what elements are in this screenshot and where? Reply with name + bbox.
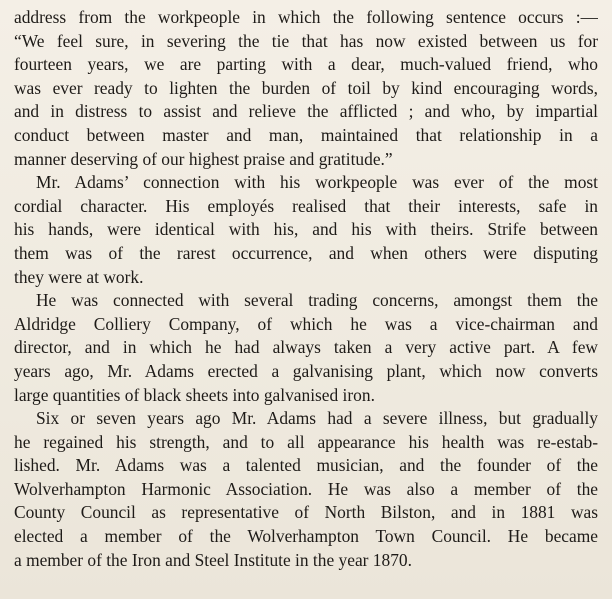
text-line: Wolverhampton Harmonic Association. He was also a member of the: [14, 478, 598, 499]
text-line: his hands, were identical with his, and his with theirs. Strife between: [14, 219, 598, 240]
text-line: director, and in which he had always taken a very active part. A few: [14, 337, 598, 358]
text-line: fourteen years, we are parting with a dear, much-valued friend, who: [14, 54, 598, 75]
paragraph: [14, 171, 598, 289]
paragraph: [14, 6, 598, 171]
text-line: a member of the Iron and Steel Institute in the year 1870.: [14, 549, 412, 570]
text-line: He was connected with several trading concerns, amongst them the: [36, 290, 598, 311]
text-line: manner deserving of our highest praise and gratitude.”: [14, 148, 393, 169]
text-line: lished. Mr. Adams was a talented musician, and the founder of the: [14, 455, 598, 476]
text-line: he regained his strength, and to all appearance his health was re-estab-: [14, 431, 598, 452]
text-line: them was of the rarest occurrence, and when others were disputing: [14, 242, 598, 263]
paragraph: [14, 289, 598, 407]
text-line: County Council as representative of North Bilston, and in 1881 was: [14, 502, 598, 523]
text-line: conduct between master and man, maintained that relationship in a: [14, 124, 598, 145]
paragraph: [14, 407, 598, 572]
text-line: years ago, Mr. Adams erected a galvanising plant, which now converts: [14, 360, 598, 381]
text-line: Aldridge Colliery Company, of which he was a vice-chairman and: [14, 313, 598, 334]
text-line: Six or seven years ago Mr. Adams had a severe illness, but gradually: [36, 408, 598, 429]
text-line: address from the workpeople in which the following sentence occurs :—: [14, 7, 598, 27]
text-line: large quantities of black sheets into galvanised iron.: [14, 384, 375, 405]
text-line: they were at work.: [14, 266, 144, 287]
text-line: Mr. Adams’ connection with his workpeople was ever of the most: [36, 172, 598, 193]
text-line: and in distress to assist and relieve the afflicted ; and who, by impartial: [14, 101, 598, 122]
text-line: was ever ready to lighten the burden of toil by kind encouraging words,: [14, 77, 598, 98]
text-line: “We feel sure, in severing the tie that has now existed between us for: [14, 30, 598, 51]
text-line: cordial character. His employés realised that their interests, safe in: [14, 195, 598, 216]
text-line: elected a member of the Wolverhampton Town Council. He became: [14, 526, 598, 547]
